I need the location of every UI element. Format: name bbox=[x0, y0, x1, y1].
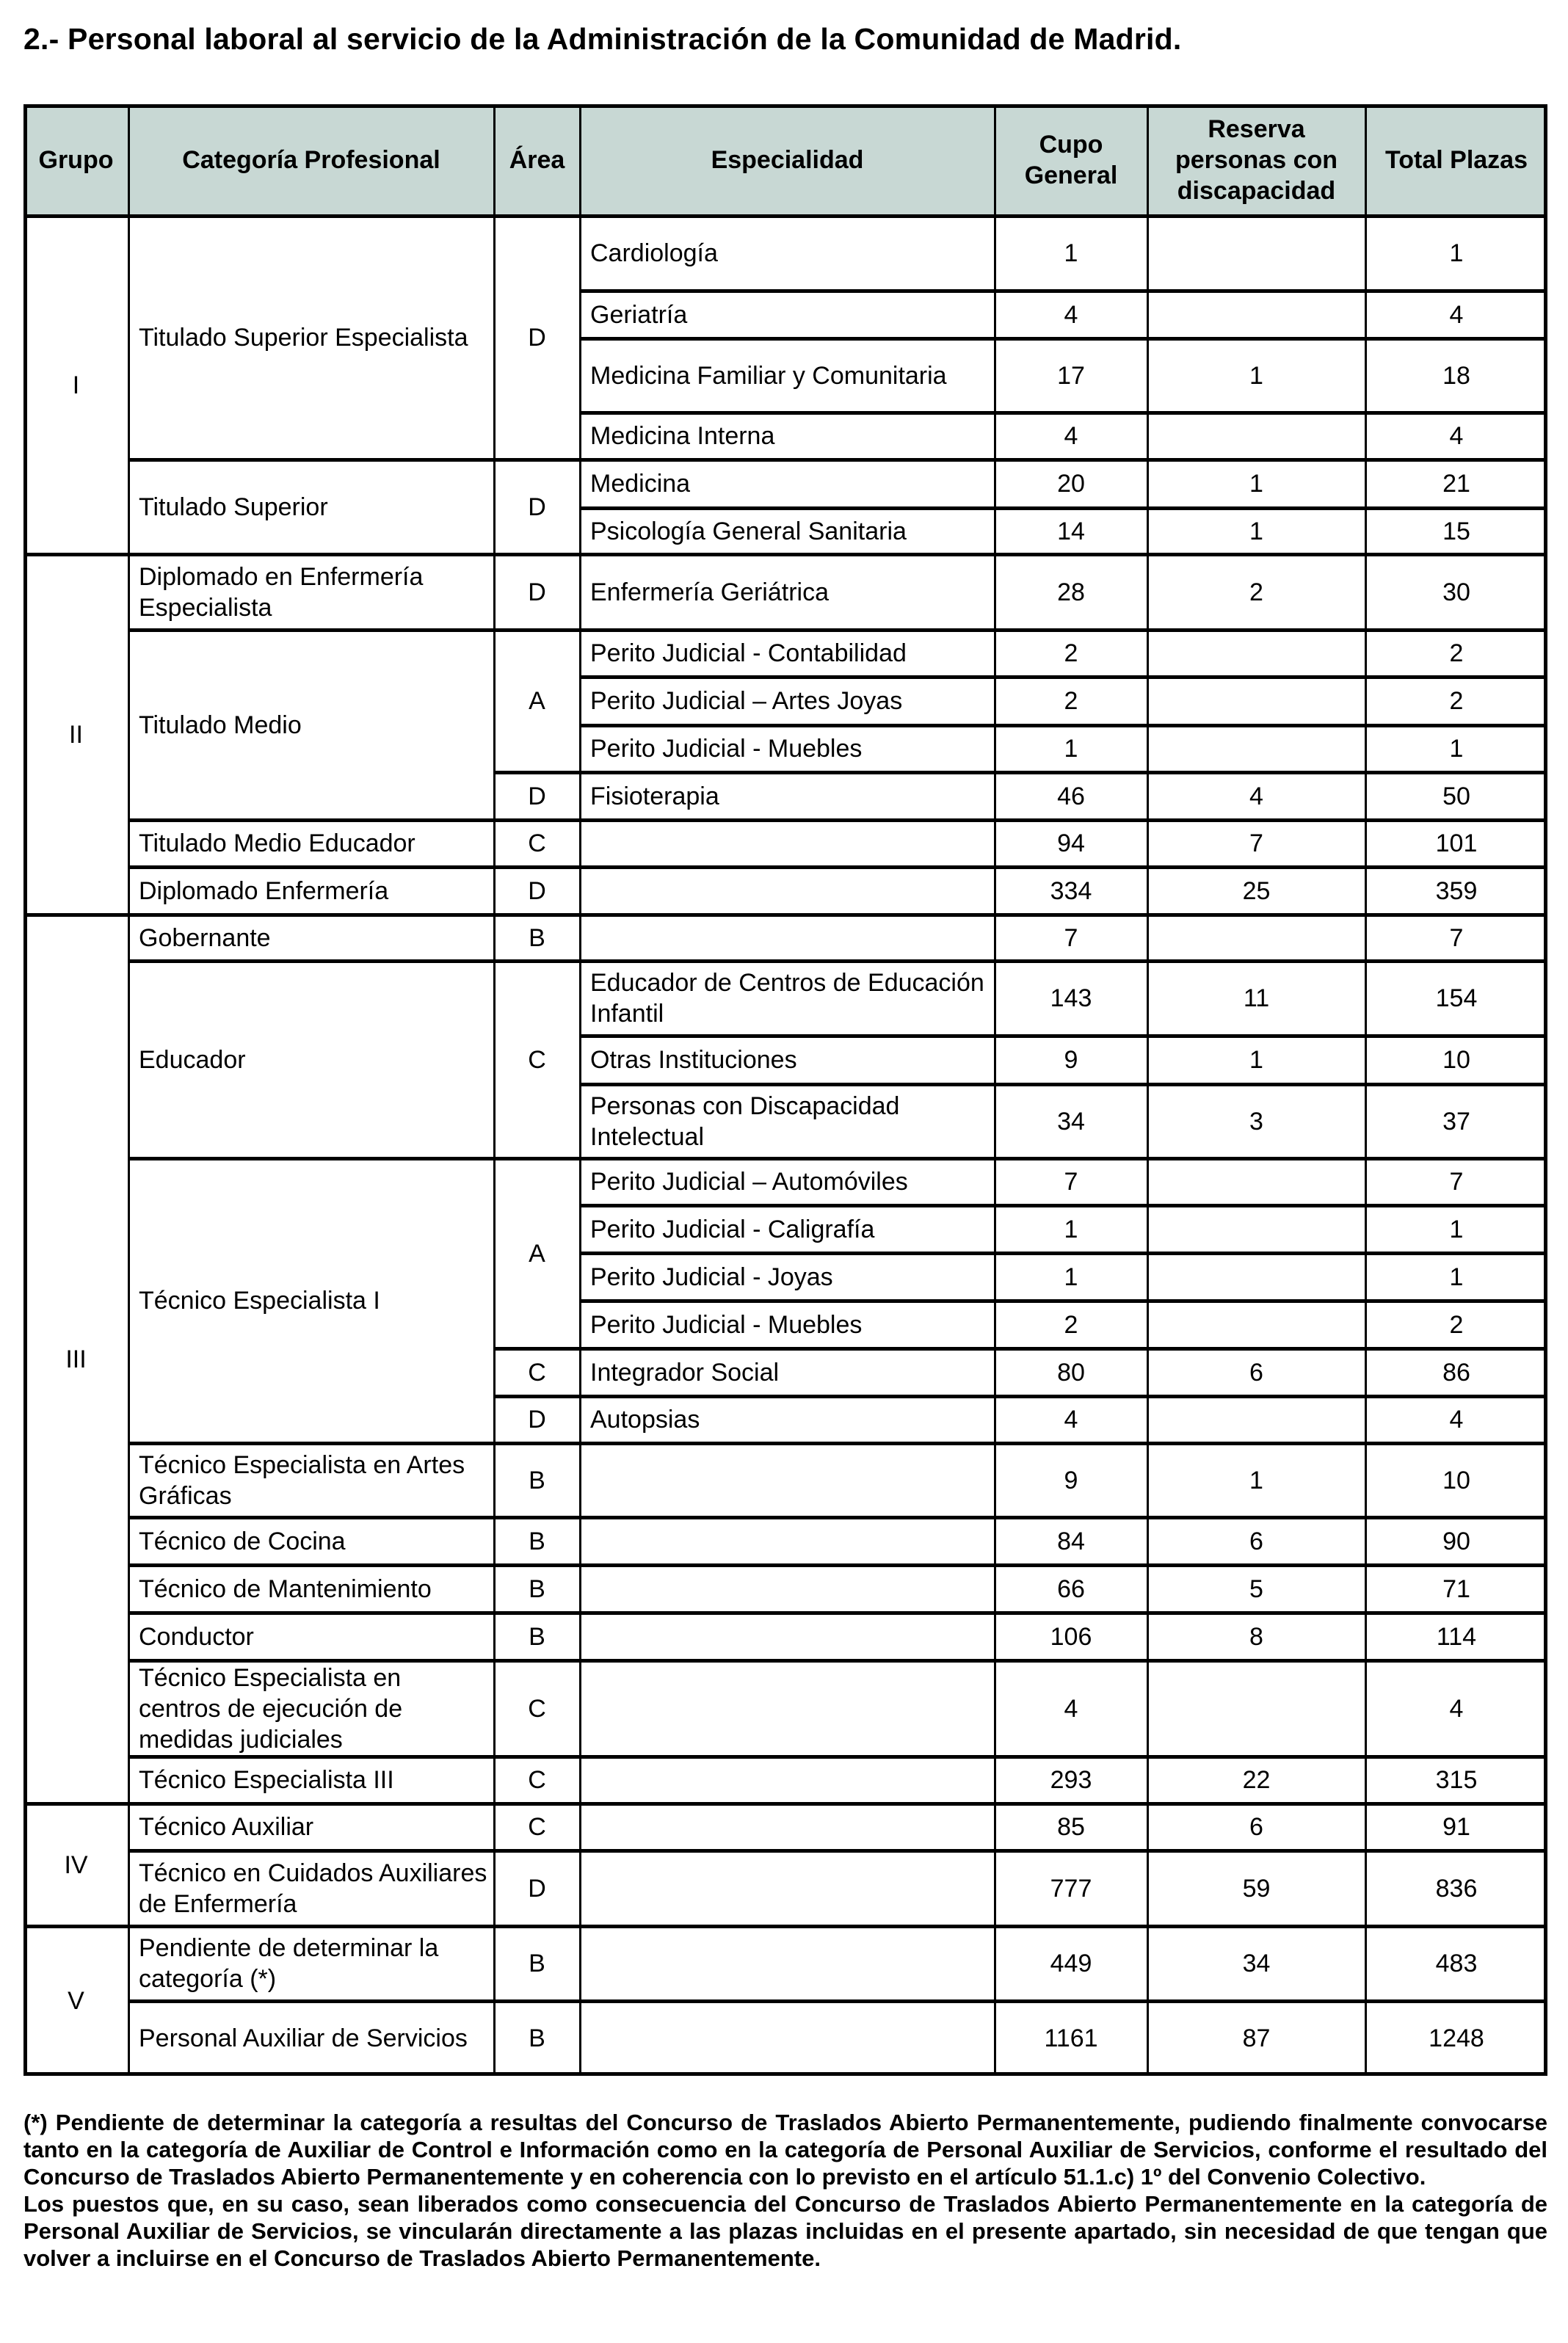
category-cell-text: Conductor bbox=[139, 1622, 254, 1651]
especialidad-cell-text: Psicología General Sanitaria bbox=[590, 517, 907, 545]
reserva-cell-text: 8 bbox=[1249, 1622, 1263, 1651]
category-cell-text: Titulado Medio Educador bbox=[139, 829, 415, 857]
total-cell-text: 4 bbox=[1449, 422, 1464, 450]
total-cell-text: 30 bbox=[1442, 578, 1470, 606]
category-cell-text: Diplomado Enfermería bbox=[139, 876, 389, 905]
cupo-cell-text: 2 bbox=[1064, 639, 1078, 667]
area-cell-text: D bbox=[528, 1406, 546, 1434]
category-cell-text: Titulado Medio bbox=[139, 711, 302, 739]
cupo-cell-text: 46 bbox=[1057, 782, 1085, 810]
especialidad-cell-text: Personas con Discapacidad Intelectual bbox=[590, 1091, 900, 1151]
reserva-cell-text: 34 bbox=[1242, 1950, 1271, 1977]
group-cell-text: I bbox=[72, 371, 80, 399]
area-cell-text: D bbox=[528, 782, 546, 810]
total-cell-text: 483 bbox=[1435, 1950, 1478, 1977]
cupo-cell-text: 143 bbox=[1050, 984, 1092, 1012]
area-cell-text: B bbox=[529, 1466, 545, 1494]
cupo-cell-text: 9 bbox=[1064, 1046, 1078, 1074]
reserva-cell-text: 6 bbox=[1249, 1358, 1263, 1387]
reserva-cell-text: 7 bbox=[1249, 829, 1263, 857]
especialidad-cell-text: Otras Instituciones bbox=[590, 1046, 797, 1074]
reserva-cell-text: 25 bbox=[1242, 876, 1271, 905]
notes-section bbox=[23, 2109, 1547, 2272]
group-cell-text: III bbox=[65, 1345, 87, 1373]
reserva-cell-text: 59 bbox=[1242, 1874, 1271, 1903]
total-cell-text: 15 bbox=[1442, 517, 1470, 545]
notes-paragraph: Los puestos que, en su caso, sean liberados como consecuencia del Concurso de Traslados Abierto Permanentemente en la categoría de Personal Auxiliar de Servicios, se vincularán directamente a las plazas incluidas en el presente apartado, sin necesidad de que tengan que volver a incluirse en el Concurso de Traslados Abierto Permanentemente. bbox=[23, 2191, 1547, 2271]
total-cell-text: 1 bbox=[1449, 1263, 1464, 1291]
especialidad-cell-text: Cardiología bbox=[590, 239, 718, 267]
area-cell-text: D bbox=[528, 493, 546, 521]
total-cell-text: 1 bbox=[1449, 239, 1464, 267]
page-title: 2.- Personal laboral al servicio de la Administración de la Comunidad de Madrid. bbox=[23, 22, 1182, 56]
cupo-cell-text: 94 bbox=[1057, 829, 1085, 857]
especialidad-cell-text: Perito Judicial – Automóviles bbox=[590, 1168, 908, 1196]
reserva-cell-text: 1 bbox=[1249, 1466, 1263, 1494]
total-cell-text: 91 bbox=[1442, 1813, 1470, 1841]
total-cell-text: 1248 bbox=[1429, 2024, 1484, 2052]
cupo-cell-text: 1 bbox=[1064, 239, 1078, 267]
cupo-cell-text: 4 bbox=[1064, 1406, 1078, 1434]
total-cell-text: 4 bbox=[1449, 1694, 1464, 1723]
category-cell-text: Titulado Superior Especialista bbox=[139, 324, 468, 352]
table-border bbox=[23, 104, 1547, 2076]
cupo-cell-text: 777 bbox=[1050, 1874, 1092, 1903]
reserva-cell-text: 1 bbox=[1249, 1046, 1263, 1074]
category-cell-text: Técnico Especialista en centros de ejecución de medidas judiciales bbox=[139, 1663, 403, 1754]
reserva-cell-text: 11 bbox=[1243, 984, 1270, 1012]
area-cell-text: A bbox=[529, 687, 545, 715]
category-cell-text: Gobernante bbox=[139, 923, 271, 952]
category-cell-text: Diplomado en Enfermería Especialista bbox=[139, 562, 424, 622]
cupo-cell-text: 28 bbox=[1057, 578, 1085, 606]
category-cell-text: Pendiente de determinar la categoría (*) bbox=[139, 1934, 439, 1993]
header-categoria-text: Categoría Profesional bbox=[182, 146, 440, 174]
area-cell-text: B bbox=[529, 2024, 545, 2052]
especialidad-cell-text: Perito Judicial - Joyas bbox=[590, 1263, 833, 1291]
total-cell-text: 1 bbox=[1449, 1215, 1464, 1243]
area-cell-text: B bbox=[529, 1950, 545, 1977]
especialidad-cell-text: Educador de Centros de Educación Infantil bbox=[590, 969, 984, 1028]
cupo-cell-text: 14 bbox=[1057, 517, 1085, 545]
total-cell-text: 114 bbox=[1436, 1622, 1477, 1651]
total-cell-text: 4 bbox=[1449, 300, 1464, 329]
area-cell-text: B bbox=[529, 1622, 545, 1651]
especialidad-cell-text: Perito Judicial - Muebles bbox=[590, 1310, 863, 1339]
reserva-cell-text: 1 bbox=[1249, 517, 1263, 545]
category-cell-text: Técnico en Cuidados Auxiliares de Enfermería bbox=[139, 1859, 487, 1918]
reserva-cell-text: 5 bbox=[1249, 1574, 1263, 1603]
cupo-cell-text: 1 bbox=[1064, 1215, 1078, 1243]
total-cell-text: 359 bbox=[1435, 876, 1478, 905]
total-cell-text: 836 bbox=[1435, 1874, 1478, 1903]
area-cell-text: C bbox=[528, 1694, 546, 1723]
category-cell-text: Técnico Auxiliar bbox=[139, 1813, 314, 1841]
area-cell-text: B bbox=[529, 923, 545, 952]
category-cell-text: Técnico de Mantenimiento bbox=[139, 1574, 432, 1603]
reserva-cell-text: 1 bbox=[1249, 361, 1263, 390]
total-cell-text: 2 bbox=[1449, 687, 1464, 715]
cupo-cell-text: 1161 bbox=[1044, 2024, 1098, 2052]
total-cell-text: 21 bbox=[1442, 470, 1470, 498]
header-cupo-text: Cupo General bbox=[1024, 131, 1118, 189]
total-cell-text: 7 bbox=[1449, 1168, 1464, 1196]
especialidad-cell-text: Perito Judicial - Caligrafía bbox=[590, 1215, 875, 1243]
cupo-cell-text: 80 bbox=[1057, 1358, 1085, 1387]
cupo-cell-text: 2 bbox=[1064, 687, 1078, 715]
total-cell-text: 7 bbox=[1449, 923, 1464, 952]
category-cell-text: Personal Auxiliar de Servicios bbox=[139, 2024, 468, 2052]
cupo-cell-text: 85 bbox=[1057, 1813, 1085, 1841]
area-cell-text: C bbox=[528, 829, 546, 857]
reserva-cell-text: 22 bbox=[1242, 1766, 1271, 1794]
cupo-cell-text: 1 bbox=[1064, 1263, 1078, 1291]
cupo-cell-text: 4 bbox=[1064, 422, 1078, 450]
total-cell-text: 50 bbox=[1442, 782, 1470, 810]
cupo-cell-text: 7 bbox=[1064, 923, 1078, 952]
reserva-cell-text: 87 bbox=[1242, 2024, 1271, 2052]
total-cell-text: 2 bbox=[1449, 639, 1464, 667]
category-cell-text: Técnico Especialista I bbox=[139, 1287, 380, 1315]
total-cell-text: 315 bbox=[1435, 1766, 1478, 1794]
area-cell-text: C bbox=[528, 1813, 546, 1841]
category-cell-text: Técnico de Cocina bbox=[139, 1527, 346, 1555]
especialidad-cell-text: Autopsias bbox=[590, 1406, 700, 1434]
group-cell-text: II bbox=[69, 720, 83, 749]
area-cell-text: B bbox=[529, 1527, 545, 1555]
reserva-cell-text: 3 bbox=[1249, 1107, 1263, 1136]
especialidad-cell-text: Medicina Interna bbox=[590, 422, 775, 450]
total-cell-text: 101 bbox=[1435, 829, 1478, 857]
header-area-text: Área bbox=[509, 146, 565, 174]
header-total-text: Total Plazas bbox=[1385, 146, 1528, 174]
total-cell-text: 37 bbox=[1442, 1107, 1470, 1136]
category-cell-text: Técnico Especialista en Artes Gráficas bbox=[139, 1450, 465, 1510]
cupo-cell-text: 7 bbox=[1064, 1168, 1078, 1196]
area-cell-text: D bbox=[528, 876, 546, 905]
reserva-cell-text: 4 bbox=[1249, 782, 1263, 810]
reserva-cell-text: 6 bbox=[1249, 1527, 1263, 1555]
total-cell-text: 10 bbox=[1442, 1466, 1470, 1494]
total-cell-text: 18 bbox=[1442, 361, 1470, 390]
area-cell-text: D bbox=[528, 1874, 546, 1903]
cupo-cell-text: 9 bbox=[1064, 1466, 1078, 1494]
area-cell-text: B bbox=[529, 1574, 545, 1603]
cupo-cell-text: 106 bbox=[1050, 1622, 1092, 1651]
especialidad-cell-text: Perito Judicial - Contabilidad bbox=[590, 639, 907, 667]
cupo-cell-text: 334 bbox=[1050, 876, 1092, 905]
cupo-cell-text: 84 bbox=[1057, 1527, 1085, 1555]
category-cell-text: Titulado Superior bbox=[139, 493, 328, 521]
cupo-cell-text: 449 bbox=[1050, 1950, 1092, 1977]
especialidad-cell-text: Medicina Familiar y Comunitaria bbox=[590, 361, 947, 390]
especialidad-cell-text: Medicina bbox=[590, 470, 691, 498]
area-cell-text: D bbox=[528, 324, 546, 352]
area-cell-text: D bbox=[528, 578, 546, 606]
area-cell-text: A bbox=[529, 1239, 545, 1268]
total-cell-text: 4 bbox=[1449, 1406, 1464, 1434]
especialidad-cell-text: Perito Judicial – Artes Joyas bbox=[590, 687, 903, 715]
footnote: (*) Pendiente de determinar la categoría a resultas del Concurso de Traslados Abierto Permanentemente, pudiendo finalmente convocarse tanto en la categoría de Auxiliar de Control e Información como en la categoría de Personal Auxiliar de Servicios, conforme el resultado del Concurso de Traslados Abierto Permanentemente y en coherencia con lo previsto en el artículo 51.1.c) 1º del Convenio Colectivo. bbox=[23, 2110, 1547, 2190]
total-cell-text: 71 bbox=[1442, 1574, 1470, 1603]
reserva-cell-text: 2 bbox=[1249, 578, 1263, 606]
cupo-cell-text: 4 bbox=[1064, 300, 1078, 329]
area-cell-text: C bbox=[528, 1358, 546, 1387]
especialidad-cell-text: Geriatría bbox=[590, 300, 688, 329]
total-cell-text: 1 bbox=[1449, 735, 1464, 763]
cupo-cell-text: 66 bbox=[1057, 1574, 1085, 1603]
area-cell-text: C bbox=[528, 1045, 546, 1074]
cupo-cell-text: 4 bbox=[1064, 1694, 1078, 1723]
total-cell-text: 154 bbox=[1435, 984, 1478, 1012]
especialidad-cell-text: Fisioterapia bbox=[590, 782, 719, 810]
especialidad-cell-text: Integrador Social bbox=[590, 1358, 780, 1387]
header-especialidad-text: Especialidad bbox=[711, 146, 864, 174]
group-cell-text: V bbox=[68, 1987, 84, 2015]
cupo-cell-text: 2 bbox=[1064, 1310, 1078, 1339]
header-grupo-text: Grupo bbox=[38, 146, 114, 174]
plazas-table bbox=[23, 104, 1547, 2076]
cupo-cell-text: 17 bbox=[1057, 361, 1085, 390]
group-cell-text: IV bbox=[64, 1850, 88, 1879]
reserva-cell-text: 1 bbox=[1249, 470, 1263, 498]
especialidad-cell-text: Perito Judicial - Muebles bbox=[590, 735, 863, 763]
header-reserva-text: Reserva personas con discapacidad bbox=[1175, 115, 1338, 205]
category-cell-text: Técnico Especialista III bbox=[139, 1766, 394, 1794]
total-cell-text: 10 bbox=[1442, 1046, 1470, 1074]
total-cell-text: 86 bbox=[1442, 1358, 1470, 1387]
total-cell-text: 2 bbox=[1449, 1310, 1464, 1339]
cupo-cell-text: 34 bbox=[1057, 1107, 1085, 1136]
total-cell-text: 90 bbox=[1442, 1527, 1470, 1555]
cupo-cell-text: 1 bbox=[1064, 735, 1078, 763]
category-cell-text: Educador bbox=[139, 1045, 246, 1074]
cupo-cell-text: 20 bbox=[1057, 470, 1085, 498]
cupo-cell-text: 293 bbox=[1050, 1766, 1092, 1794]
especialidad-cell-text: Enfermería Geriátrica bbox=[590, 578, 829, 606]
area-cell-text: C bbox=[528, 1766, 546, 1794]
reserva-cell-text: 6 bbox=[1249, 1813, 1263, 1841]
